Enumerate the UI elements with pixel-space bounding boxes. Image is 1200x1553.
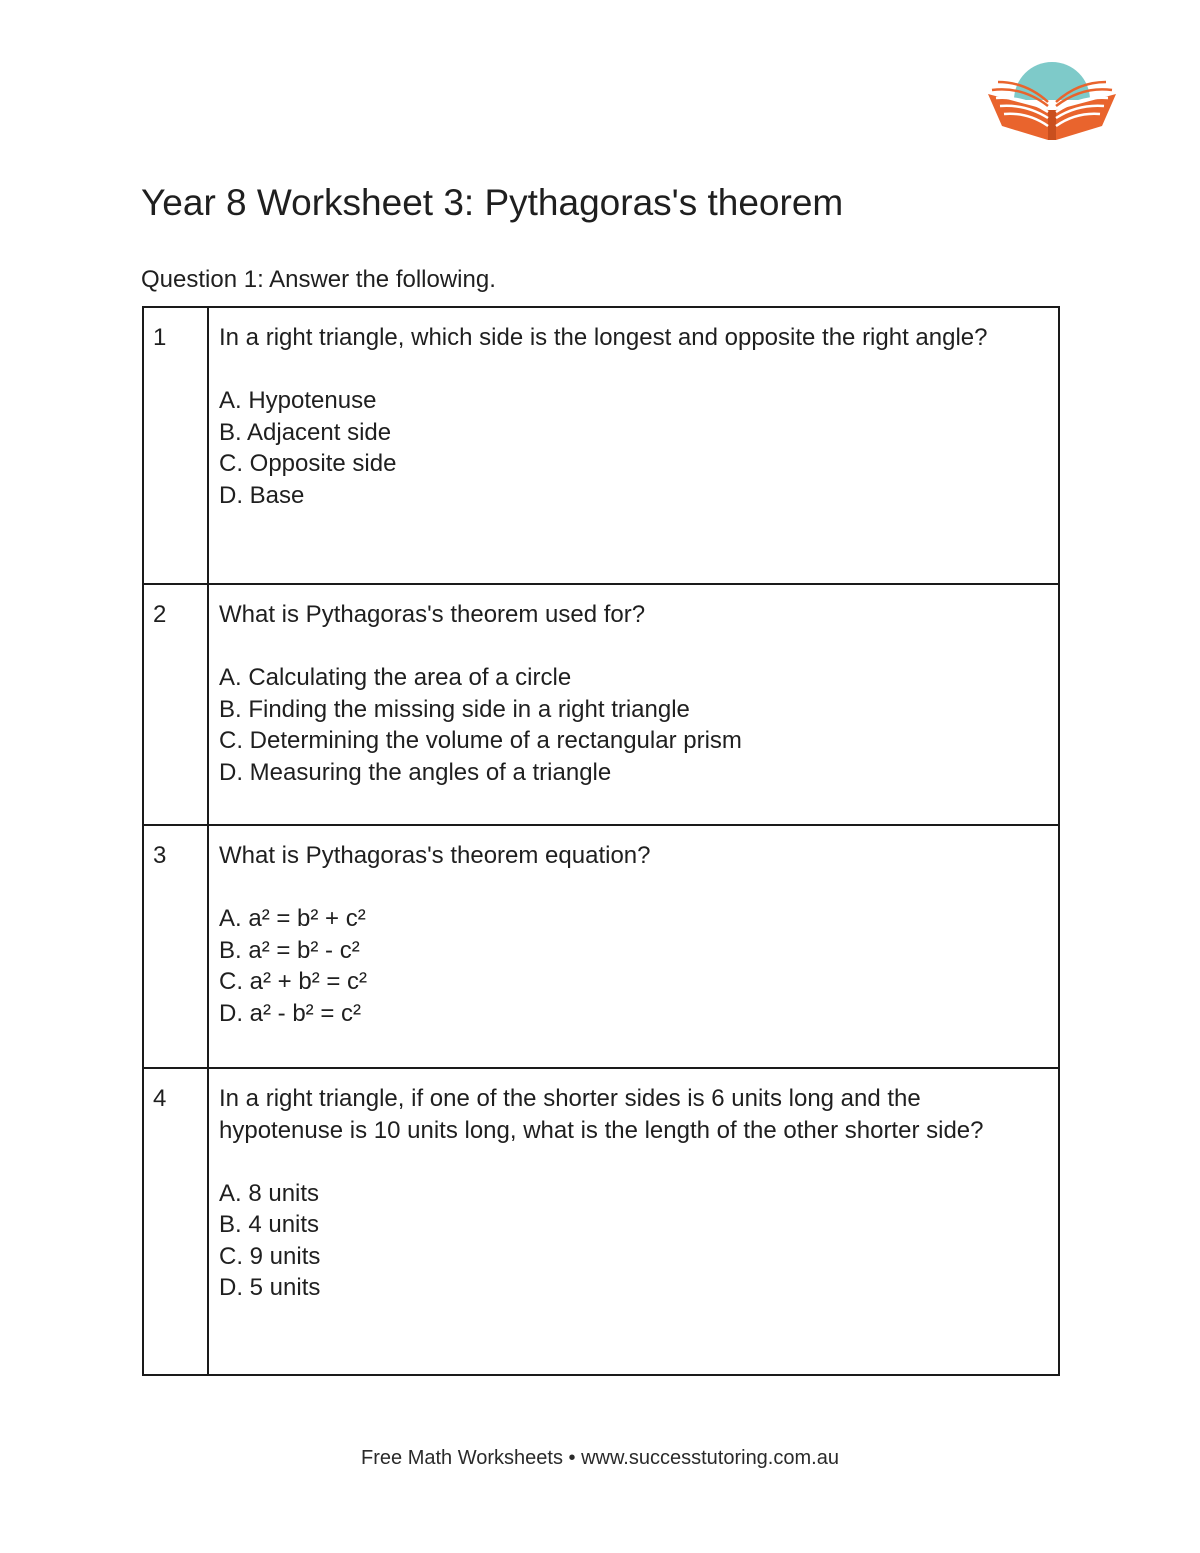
page-footer: Free Math Worksheets • www.successtutoring.com.au [361, 1447, 839, 1469]
question-text: In a right triangle, which side is the longest and opposite the right angle? [219, 324, 988, 351]
option-d: D. a² - b² = c² [219, 999, 362, 1027]
question-cell [208, 1068, 1059, 1375]
question-text: What is Pythagoras's theorem equation? [219, 842, 651, 869]
option-b: B. Adjacent side [219, 418, 392, 446]
questions-table [142, 306, 1060, 1376]
question-cell [208, 584, 1059, 825]
option-c: C. a² + b² = c² [219, 968, 368, 995]
option-b: B. 4 units [219, 1211, 320, 1238]
table-row [143, 307, 1059, 584]
option-a: A. 8 units [219, 1179, 320, 1207]
table-row [143, 584, 1059, 825]
open-book-logo [984, 56, 1120, 142]
question-cell [208, 307, 1059, 584]
question-number: 4 [143, 1068, 208, 1375]
question-number: 2 [143, 584, 208, 825]
question-text: What is Pythagoras's theorem used for? [219, 601, 646, 628]
question-text: In a right triangle, if one of the shorter sides is 6 units long and the hypotenuse is 10 units long, what is the length of the other shorter side? [219, 1085, 984, 1144]
option-a: A. a² = b² + c² [219, 905, 366, 932]
option-c: C. Opposite side [219, 450, 397, 477]
option-b: B. Finding the missing side in a right triangle [219, 695, 690, 723]
question-number: 3 [143, 825, 208, 1068]
table-row [143, 825, 1059, 1068]
option-c: C. Determining the volume of a rectangular prism [219, 727, 742, 754]
question-number: 1 [143, 307, 208, 584]
option-d: D. 5 units [219, 1274, 321, 1301]
option-a: A. Hypotenuse [219, 387, 377, 414]
question-cell [208, 825, 1059, 1068]
question-heading: Question 1: Answer the following. [141, 266, 496, 293]
page-title: Year 8 Worksheet 3: Pythagoras's theorem [141, 182, 844, 223]
option-a: A. Calculating the area of a circle [219, 664, 572, 691]
option-d: D. Base [219, 481, 305, 509]
table-row [143, 1068, 1059, 1375]
option-d: D. Measuring the angles of a triangle [219, 758, 612, 786]
option-b: B. a² = b² - c² [219, 936, 360, 964]
option-c: C. 9 units [219, 1242, 321, 1270]
